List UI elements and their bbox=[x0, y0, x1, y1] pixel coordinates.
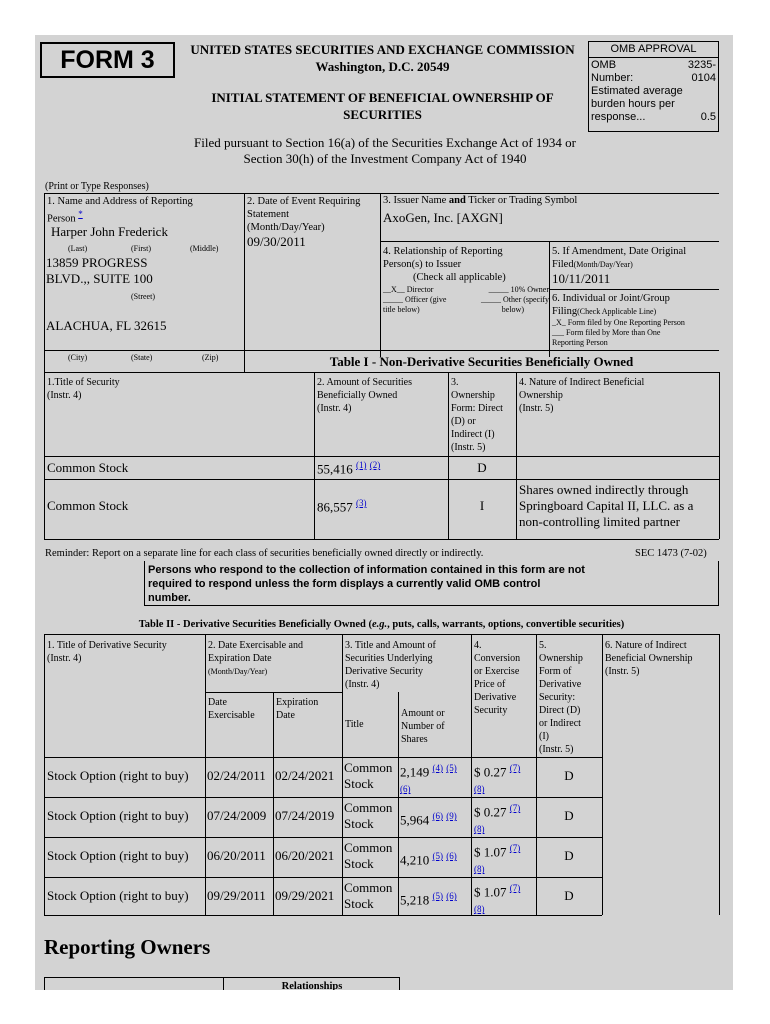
omb-burden-line1: Estimated average bbox=[591, 85, 683, 97]
t2-col2-small: (Month/Day/Year) bbox=[208, 667, 268, 676]
t2-row-price-footnote1[interactable]: (7) bbox=[509, 883, 521, 893]
persons-line1: Persons who respond to the collection of information contained in this form are not bbox=[148, 564, 585, 576]
t2-col5-h3: Form of bbox=[539, 666, 572, 677]
box4-label1: 4. Relationship of Reporting bbox=[383, 246, 503, 257]
t2-row-form: D bbox=[564, 888, 574, 903]
t2-row-form: D bbox=[564, 768, 574, 783]
t1-col3-h4: (D) or bbox=[451, 416, 476, 427]
t2-row-shares-footnote1[interactable]: (5) bbox=[432, 891, 443, 901]
t1-col2-h3: (Instr. 4) bbox=[317, 403, 352, 414]
t1-col1-h1: 1.Title of Security bbox=[47, 377, 120, 388]
box3-label bbox=[383, 195, 577, 206]
t2-col3-h1: 3. Title and Amount of bbox=[345, 640, 436, 651]
individual-filing-option: _X_ Form filed by One Reporting Person bbox=[552, 318, 685, 327]
group-filing-option-cont: Reporting Person bbox=[552, 338, 608, 347]
t2-row-exercisable: 07/24/2009 bbox=[207, 808, 267, 823]
t2-row-price-value: $ 1.07 bbox=[474, 884, 507, 900]
t2-col5-h7: or Indirect bbox=[539, 718, 581, 729]
t1-r1-form: D bbox=[477, 460, 487, 475]
box6-label2-small: (Check Applicable Line) bbox=[577, 307, 657, 316]
t2-row-shares bbox=[400, 760, 457, 797]
omb-value: 3235- bbox=[687, 59, 716, 71]
t2-row-underlying bbox=[344, 840, 392, 872]
reminder-text: Reminder: Report on a separate line for each class of securities beneficially owned directly or indirectly. bbox=[45, 548, 484, 559]
t2-row-underlying bbox=[344, 760, 392, 792]
t1-r1-title: Common Stock bbox=[47, 460, 129, 475]
box5-label1: 5. If Amendment, Date Original bbox=[552, 246, 687, 257]
amendment-date: 10/11/2011 bbox=[552, 271, 611, 286]
t2-col5-h2: Ownership bbox=[539, 653, 583, 664]
t2-col4-h6: Security bbox=[474, 705, 508, 716]
t2-row-shares bbox=[400, 848, 457, 868]
t1-col3-h3: Form: Direct bbox=[451, 403, 503, 414]
t2-col5-h6: Direct (D) bbox=[539, 705, 581, 716]
t1-col3-h1: 3. bbox=[451, 377, 459, 388]
t2-col2b-h2: Date bbox=[276, 710, 295, 721]
t2-row-price bbox=[474, 760, 520, 797]
filed-pursuant-line2: Section 30(h) of the Investment Company Act of 1940 bbox=[243, 151, 527, 166]
t2-row-shares bbox=[400, 808, 457, 828]
t2-row-price-footnote1[interactable]: (7) bbox=[509, 803, 521, 813]
t2-row-expiration: 07/24/2019 bbox=[275, 808, 335, 823]
t1-col3-h6: (Instr. 5) bbox=[451, 442, 486, 453]
print-type-note: (Print or Type Responses) bbox=[45, 181, 149, 192]
box3-label-pre: 3. Issuer Name bbox=[383, 195, 449, 206]
t2-row-exercisable: 02/24/2011 bbox=[207, 768, 266, 783]
t2-row-shares-value: 5,218 bbox=[400, 892, 430, 908]
t2-row-underlying-2: Stock bbox=[344, 896, 374, 911]
t1-r2-footnote1[interactable]: (3) bbox=[356, 498, 367, 508]
t1-r1-amount: 55,416 bbox=[317, 461, 353, 477]
persons-line2: required to respond unless the form displays a currently valid OMB control bbox=[148, 578, 541, 590]
t2-col3-h2: Securities Underlying bbox=[345, 653, 433, 664]
t2-row-shares-footnote2[interactable]: (9) bbox=[446, 811, 457, 821]
title-below-note: title below) bbox=[383, 305, 420, 314]
last-label: (Last) bbox=[68, 244, 88, 253]
t2-col3-h3: Derivative Security bbox=[345, 666, 424, 677]
t2-col1-h1: 1. Title of Derivative Security bbox=[47, 640, 167, 651]
agency-title: UNITED STATES SECURITIES AND EXCHANGE COMMISSION bbox=[190, 42, 575, 57]
persons-line3: number. bbox=[148, 592, 191, 604]
t1-r2-nature1: Shares owned indirectly through bbox=[519, 482, 689, 497]
other-checkbox: _____ Other (specify bbox=[481, 295, 549, 304]
form-label: FORM 3 bbox=[40, 42, 175, 78]
middle-label: (Middle) bbox=[190, 244, 219, 253]
t2-col5-h9: (Instr. 5) bbox=[539, 744, 574, 755]
t2-row-shares-footnote3[interactable]: (6) bbox=[400, 784, 411, 795]
t1-col4-h1: 4. Nature of Indirect Beneficial bbox=[519, 377, 645, 388]
t2-row-underlying-2: Stock bbox=[344, 816, 374, 831]
t2-col2a-h2: Exercisable bbox=[208, 710, 255, 721]
omb-notice-box bbox=[144, 561, 719, 606]
event-date: 09/30/2011 bbox=[247, 234, 306, 249]
t2-row-title: Stock Option (right to buy) bbox=[47, 768, 189, 783]
box2-label1: 2. Date of Event Requiring bbox=[247, 196, 361, 207]
t2-col3b-h1: Amount or bbox=[401, 708, 445, 719]
t2-row-exercisable: 09/29/2011 bbox=[207, 888, 266, 903]
omb-approval-box bbox=[588, 41, 719, 132]
t2-row-price-footnote2[interactable]: (8) bbox=[474, 904, 485, 915]
t2-col2-h1: 2. Date Exercisable and bbox=[208, 640, 303, 651]
omb-label: OMB bbox=[591, 59, 617, 71]
t2-row-shares-value: 4,210 bbox=[400, 852, 430, 868]
t2-col2b-h1: Expiration bbox=[276, 697, 319, 708]
box1-label: 1. Name and Address of Reporting bbox=[47, 196, 193, 207]
omb-response-label: response... bbox=[591, 111, 646, 123]
t2-row-underlying-1: Common bbox=[344, 880, 393, 895]
t2-col5-h5: Security: bbox=[539, 692, 576, 703]
table2-title bbox=[44, 619, 719, 630]
t2-col3b-h3: Shares bbox=[401, 734, 428, 745]
t2-col6-h1: 6. Nature of Indirect bbox=[605, 640, 687, 651]
t1-r2-nature2: Springboard Capital II, LLC. as a bbox=[519, 498, 694, 513]
box3-label-post: Ticker or Trading Symbol bbox=[465, 195, 578, 206]
t2-row-price bbox=[474, 880, 520, 917]
t2-row-shares-value: 5,964 bbox=[400, 812, 430, 828]
t2-row-shares bbox=[400, 888, 457, 908]
t1-col4-h3: (Instr. 5) bbox=[519, 403, 554, 414]
t1-r2-title: Common Stock bbox=[47, 498, 129, 513]
table1-title: Table I - Non-Derivative Securities Beneficially Owned bbox=[329, 354, 634, 369]
t2-row-price-footnote1[interactable]: (7) bbox=[509, 843, 521, 853]
officer-checkbox: _____ Officer (give bbox=[383, 295, 447, 304]
box2-label2: Statement bbox=[247, 209, 289, 220]
city-label: (City) bbox=[68, 353, 88, 362]
reporting-owners-table bbox=[44, 977, 400, 990]
t2-col5-h1: 5. bbox=[539, 640, 547, 651]
box2-label3: (Month/Day/Year) bbox=[247, 222, 325, 233]
table2-title-pre: Table II - Derivative Securities Beneficially Owned ( bbox=[138, 619, 372, 630]
t2-row-underlying bbox=[344, 880, 392, 912]
t1-col1-h2: (Instr. 4) bbox=[47, 390, 82, 401]
t2-row-price-value: $ 0.27 bbox=[474, 764, 507, 780]
t1-r2-nature3: non-controlling limited partner bbox=[519, 514, 681, 529]
t2-col4-h5: Derivative bbox=[474, 692, 517, 703]
t2-row-price-footnote2[interactable]: (8) bbox=[474, 784, 485, 795]
box1-label-person: Person bbox=[47, 213, 76, 225]
omb-burden-line2: burden hours per bbox=[591, 98, 675, 110]
t2-row-underlying-1: Common bbox=[344, 840, 393, 855]
first-label: (First) bbox=[131, 244, 151, 253]
zip-label: (Zip) bbox=[202, 353, 219, 362]
box5-label2: Filed bbox=[552, 259, 574, 270]
t2-col2-h2: Expiration Date bbox=[208, 653, 272, 664]
t1-r1-footnote1[interactable]: (1) bbox=[356, 460, 367, 470]
t2-col6-h3: (Instr. 5) bbox=[605, 666, 640, 677]
table-row bbox=[47, 460, 128, 476]
person-footnote-link[interactable]: * bbox=[78, 209, 83, 219]
t2-row-price-footnote2[interactable]: (8) bbox=[474, 864, 485, 875]
t2-row-price-footnote2[interactable]: (8) bbox=[474, 824, 485, 835]
t2-row-form: D bbox=[564, 808, 574, 823]
street-label: (Street) bbox=[131, 292, 155, 301]
t1-col3-h5: Indirect (I) bbox=[451, 429, 495, 440]
t2-row-expiration: 06/20/2021 bbox=[275, 848, 335, 863]
omb-header: OMB APPROVAL bbox=[589, 42, 718, 58]
sec-number: SEC 1473 (7-02) bbox=[635, 548, 707, 559]
table2-title-post: , puts, calls, warrants, options, convertible securities) bbox=[387, 619, 625, 630]
t1-r2-amount: 86,557 bbox=[317, 499, 353, 515]
reporting-person-name: Harper John Frederick bbox=[51, 224, 168, 239]
relationships-header: Relationships bbox=[281, 981, 343, 990]
city-state-zip: ALACHUA, FL 32615 bbox=[46, 318, 167, 333]
t2-row-price-value: $ 0.27 bbox=[474, 804, 507, 820]
t2-col1-h2: (Instr. 4) bbox=[47, 653, 82, 664]
below-note: below) bbox=[501, 305, 524, 314]
box4-label2: Person(s) to Issuer bbox=[383, 259, 462, 270]
t2-row-underlying bbox=[344, 800, 392, 832]
t2-col5-h8: (I) bbox=[539, 731, 549, 742]
box5-label2-small: (Month/Day/Year) bbox=[573, 260, 633, 269]
t2-col3a: Title bbox=[345, 719, 364, 730]
group-filing-option: ___ Form filed by More than One bbox=[552, 328, 661, 337]
street-line2: BLVD.,, SUITE 100 bbox=[46, 271, 153, 286]
t2-row-underlying-2: Stock bbox=[344, 776, 374, 791]
omb-response-value: 0.5 bbox=[700, 111, 716, 123]
t2-col4-h2: Conversion bbox=[474, 653, 521, 664]
t2-row-underlying-1: Common bbox=[344, 760, 393, 775]
t2-row-underlying-2: Stock bbox=[344, 856, 374, 871]
t2-row-shares-footnote1[interactable]: (6) bbox=[432, 811, 443, 821]
t2-row-price-value: $ 1.07 bbox=[474, 844, 507, 860]
t2-row-exercisable: 06/20/2011 bbox=[207, 848, 266, 863]
t2-row-title: Stock Option (right to buy) bbox=[47, 808, 189, 823]
t2-col6-h2: Beneficial Ownership bbox=[605, 653, 693, 664]
t2-row-price bbox=[474, 840, 520, 877]
box6-label2: Filing bbox=[552, 306, 578, 317]
table-row bbox=[47, 498, 128, 514]
t2-col4-h1: 4. bbox=[474, 640, 482, 651]
box3-label-and: and bbox=[448, 195, 466, 206]
t2-row-title: Stock Option (right to buy) bbox=[47, 848, 189, 863]
filed-pursuant-line1: Filed pursuant to Section 16(a) of the Securities Exchange Act of 1934 or bbox=[194, 135, 576, 150]
t1-col2-h2: Beneficially Owned bbox=[317, 390, 398, 401]
t2-row-expiration: 09/29/2021 bbox=[275, 888, 335, 903]
t2-col2a-h1: Date bbox=[208, 697, 227, 708]
reporting-owners-heading: Reporting Owners bbox=[44, 935, 211, 959]
t2-row-shares-footnote2[interactable]: (6) bbox=[446, 891, 457, 901]
omb-number-value: 0104 bbox=[691, 72, 716, 84]
t2-row-shares-footnote2[interactable]: (5) bbox=[446, 763, 457, 773]
t2-col5-h4: Derivative bbox=[539, 679, 582, 690]
box6-label1: 6. Individual or Joint/Group bbox=[552, 293, 670, 304]
t2-col3-h4: (Instr. 4) bbox=[345, 679, 380, 690]
t2-col4-h3: or Exercise bbox=[474, 666, 520, 677]
t2-row-title: Stock Option (right to buy) bbox=[47, 888, 189, 903]
t2-row-price-footnote1[interactable]: (7) bbox=[509, 763, 521, 773]
ten-pct-owner-checkbox: _____ 10% Owner bbox=[488, 285, 549, 294]
t2-row-expiration: 02/24/2021 bbox=[275, 768, 335, 783]
director-checkbox: __X__ Director bbox=[383, 285, 434, 294]
t1-col4-h2: Ownership bbox=[519, 390, 563, 401]
t1-col3-h2: Ownership bbox=[451, 390, 495, 401]
table2-title-eg: e.g. bbox=[371, 619, 388, 630]
t2-row-shares-footnote2[interactable]: (6) bbox=[446, 851, 457, 861]
t2-row-shares-value: 2,149 bbox=[400, 764, 430, 780]
t2-row-price bbox=[474, 800, 520, 837]
agency-location: Washington, D.C. 20549 bbox=[315, 59, 450, 74]
box4-label3: (Check all applicable) bbox=[413, 272, 506, 283]
t2-row-shares-footnote1[interactable]: (5) bbox=[432, 851, 443, 861]
t2-col4-h4: Price of bbox=[474, 679, 506, 690]
form-page bbox=[35, 35, 733, 990]
issuer-name-ticker: AxoGen, Inc. [AXGN] bbox=[383, 210, 503, 225]
t1-r2-form: I bbox=[479, 498, 485, 513]
street-line1: 13859 PROGRESS bbox=[46, 255, 148, 270]
t2-row-form: D bbox=[564, 848, 574, 863]
t2-row-underlying-1: Common bbox=[344, 800, 393, 815]
omb-number-label: Number: bbox=[591, 72, 634, 84]
t1-col2-h1: 2. Amount of Securities bbox=[317, 377, 412, 388]
t2-row-shares-footnote1[interactable]: (4) bbox=[432, 763, 443, 773]
t2-col3b-h2: Number of bbox=[401, 721, 445, 732]
state-label: (State) bbox=[131, 353, 153, 362]
form-title-line1: INITIAL STATEMENT OF BENEFICIAL OWNERSHIP OF bbox=[211, 90, 554, 105]
t1-r1-footnote2[interactable]: (2) bbox=[369, 460, 381, 470]
form-title-line2: SECURITIES bbox=[343, 107, 422, 122]
